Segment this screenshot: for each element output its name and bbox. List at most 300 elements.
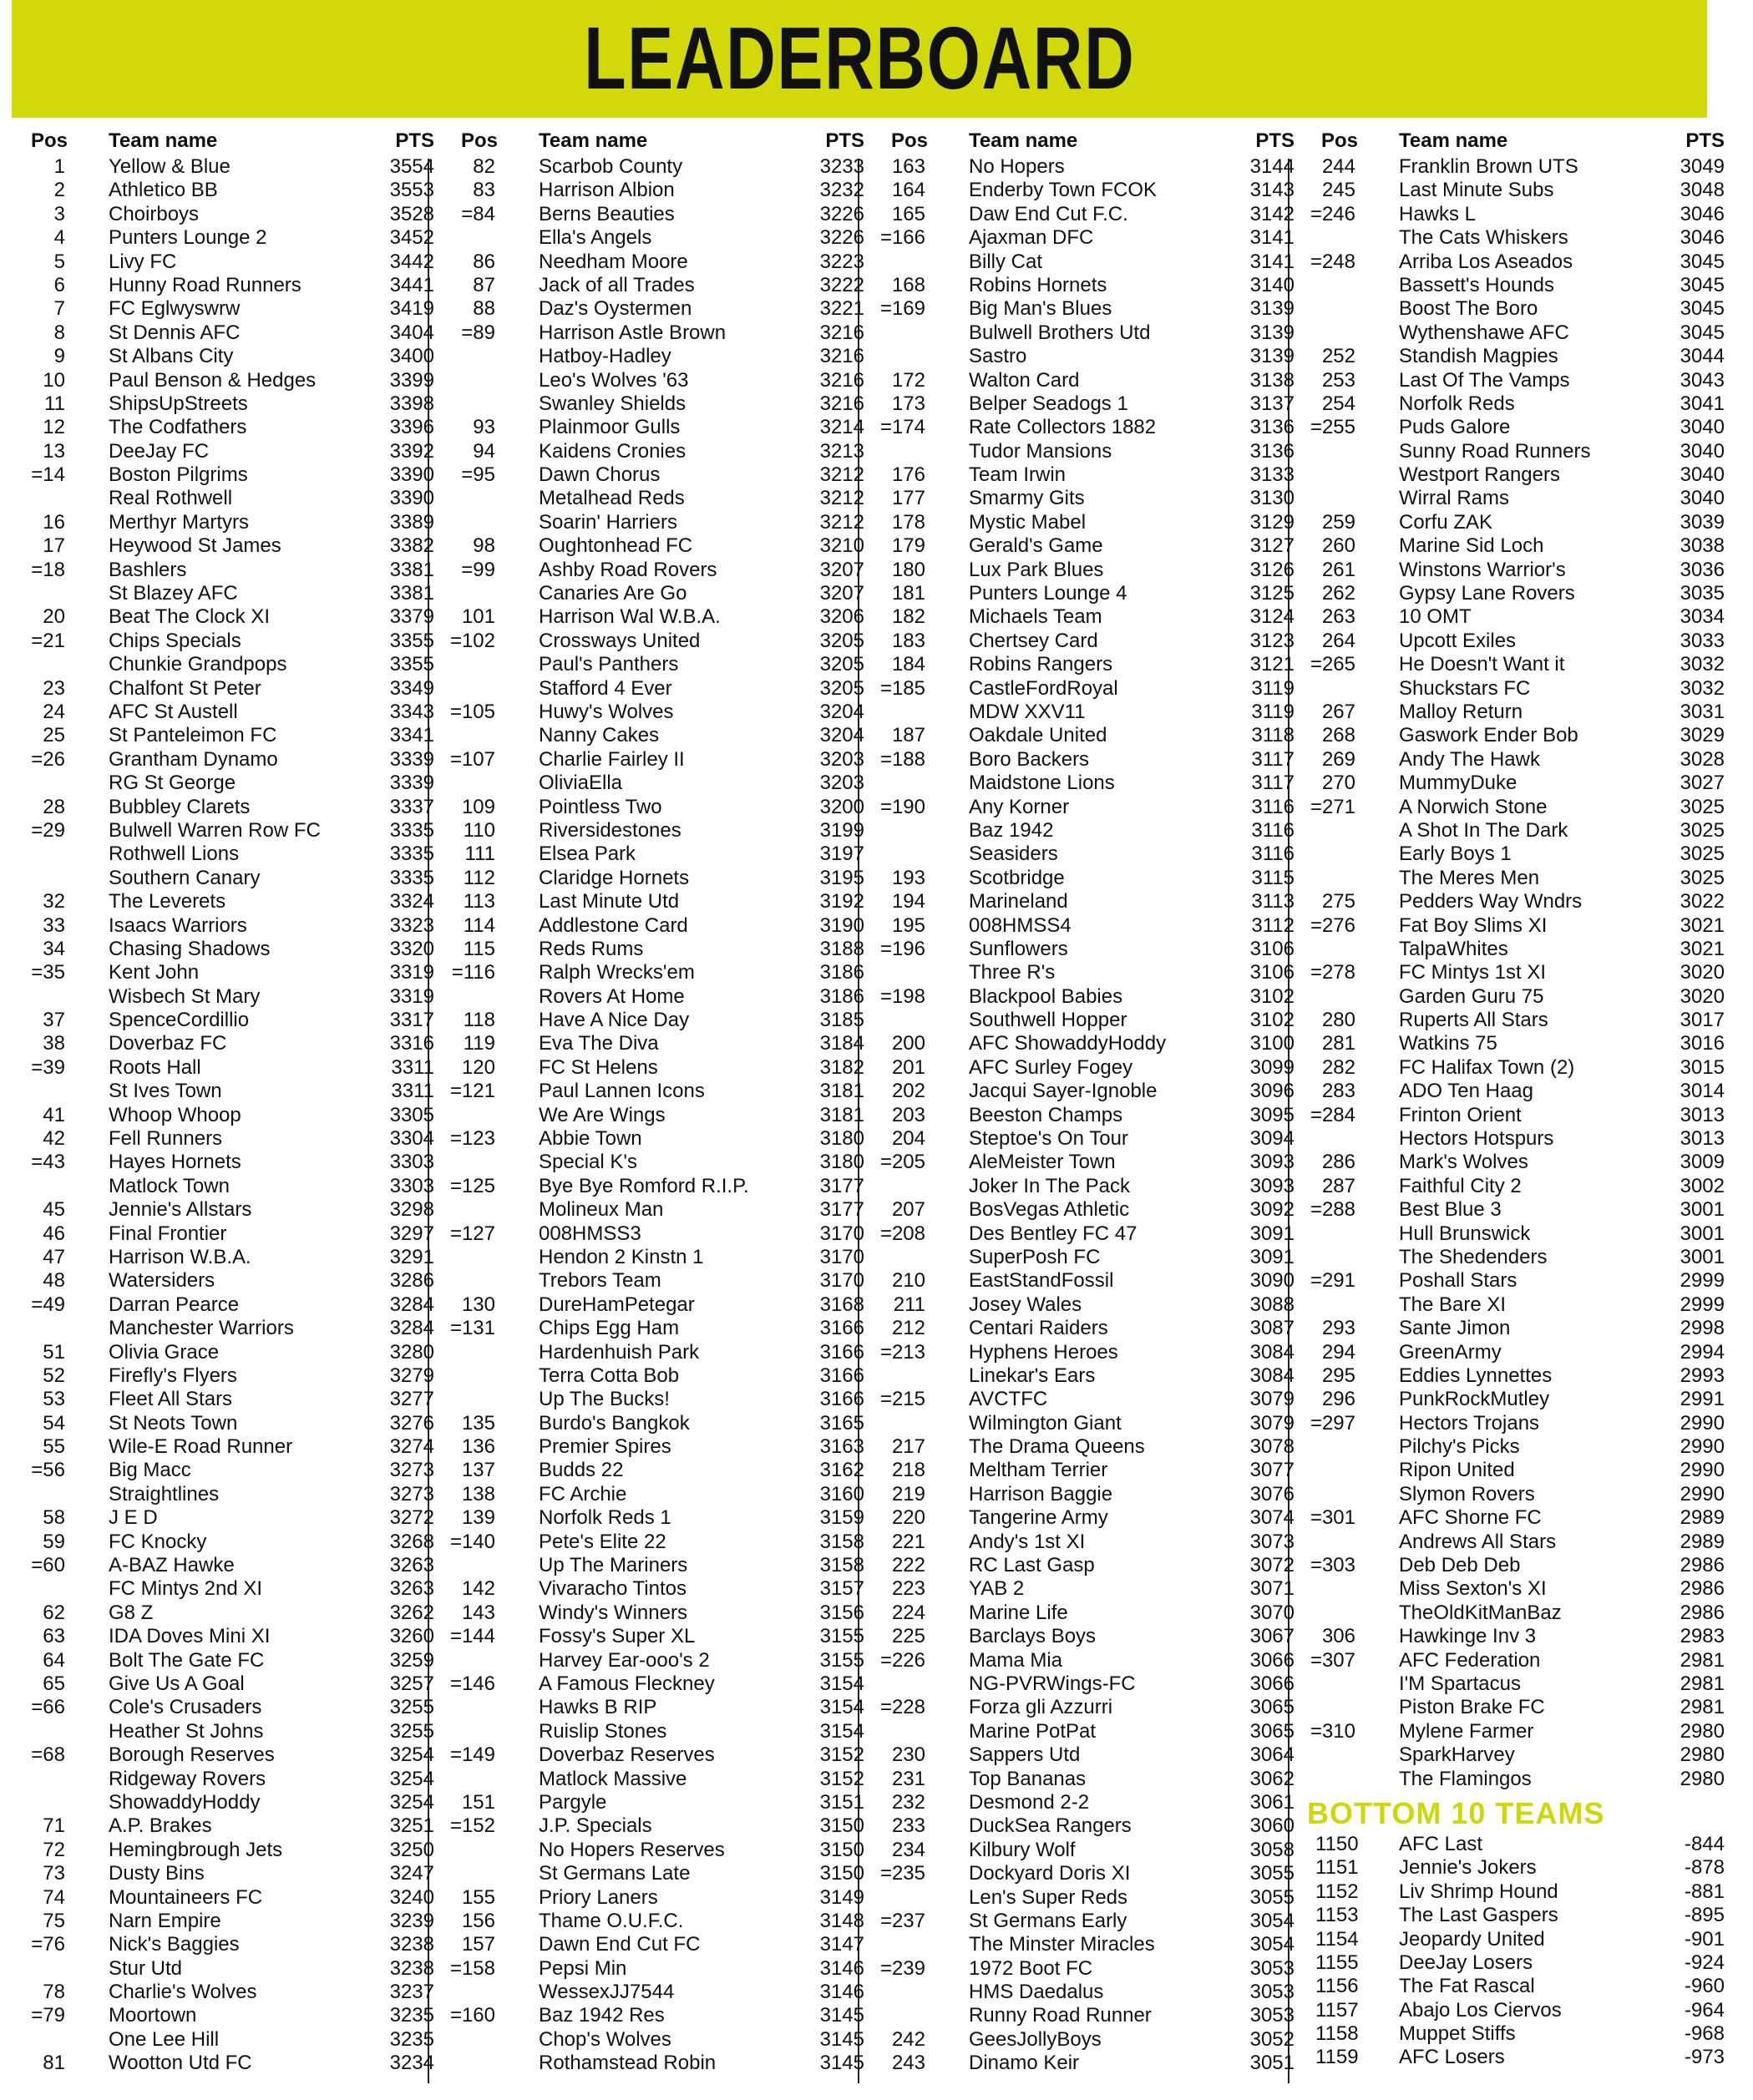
row-pos: 8 [53,321,65,344]
row-team-name: Chasing Shadows [109,937,271,960]
table-row [17,2028,434,2052]
table-row [877,938,1294,961]
row-team-name: Up The Bucks! [539,1388,670,1411]
row-team-name: Marine Sid Loch [1399,534,1544,558]
row-team-name: Fleet All Stars [109,1388,233,1411]
row-team-name: Corfu ZAK [1399,510,1493,534]
row-pos: 195 [891,913,925,937]
row-pos: =235 [879,1862,925,1885]
row-pos: 63 [43,1625,65,1648]
table-row [877,1341,1294,1364]
row-team-name: Whoop Whoop [109,1103,241,1126]
row-team-name: Matlock Town [109,1174,230,1197]
table-row [1307,1672,1725,1696]
row-team-name: FC Archie [539,1482,627,1505]
row-team-name: Chalfont St Peter [109,676,261,700]
row-team-name: Poshall Stars [1399,1269,1517,1293]
bottom-table-row [1307,1833,1725,1856]
row-pos: 200 [891,1032,925,1055]
table-row [877,819,1294,843]
table-row [447,1625,864,1648]
row-team-name: Riversidestones [539,818,681,842]
row-team-name: Hull Brunswick [1399,1222,1531,1245]
row-pos: 178 [891,510,925,534]
table-header [17,127,434,155]
row-pos: 253 [1321,368,1355,392]
row-team-name: FC Knocky [109,1530,207,1553]
table-row [877,345,1294,368]
row-pos: =140 [449,1530,495,1553]
table-row [1307,345,1725,368]
leaderboard-column-3 [877,127,1294,2076]
row-team-name: Robins Rangers [969,653,1113,676]
row-pts: 3093 [1249,1174,1294,1197]
row-pts: 3259 [389,1648,434,1672]
row-pts: 3180 [819,1127,864,1151]
row-team-name: Desmond 2-2 [969,1790,1090,1814]
table-row [447,534,864,558]
row-pts: 3160 [819,1482,864,1505]
row-pos: 101 [461,605,495,629]
row-pos: 87 [473,273,495,296]
row-pts: 3088 [1249,1293,1294,1316]
row-team-name: Roots Hall [109,1055,201,1079]
row-team-name: Real Rothwell [109,487,233,510]
table-row [447,1032,864,1055]
row-team-name: Premier Spires [539,1435,671,1459]
row-pts: 3226 [819,226,864,250]
row-pts: 3001 [1680,1198,1725,1222]
table-row [17,1768,434,1791]
row-pts: 3152 [819,1767,864,1790]
bottom-table-row [1307,2022,1725,2046]
row-pos: 193 [891,866,925,889]
row-pts: 3045 [1680,250,1725,273]
row-team-name: Claridge Hornets [539,866,690,889]
table-row [877,1435,1294,1459]
table-row [1307,534,1725,558]
row-team-name: Daz's Oystermen [539,297,692,321]
row-team-name: No Hopers [969,155,1065,178]
row-pos: 38 [43,1032,65,1055]
table-row [1307,440,1725,463]
row-pts: 3343 [389,700,434,723]
table-row [447,1886,864,1910]
row-team-name: Choirboys [109,202,200,225]
row-pts: 3076 [1249,1482,1294,1505]
row-pts: 3239 [389,1909,434,1932]
row-pts: 3079 [1249,1411,1294,1435]
table-row [447,938,864,961]
row-team-name: Gaswork Ender Bob [1399,724,1578,747]
row-pts: 3106 [1249,961,1294,984]
row-pos: =89 [461,321,495,344]
row-pts: 3093 [1249,1151,1294,1174]
row-pos: 1159 [1315,2046,1359,2069]
row-pts: 3038 [1680,534,1725,558]
row-pos: 5 [53,250,65,273]
row-pos: 211 [893,1293,925,1316]
row-pts: -924 [1684,1951,1725,1974]
bottom-table-row [1307,1951,1725,1975]
row-pts: 3017 [1680,1009,1725,1032]
row-pos: 82 [473,155,495,178]
row-pts: 3206 [819,605,864,629]
row-team-name: St Dennis AFC [109,321,241,344]
row-pos: =21 [31,629,65,652]
row-pos: 13 [43,439,65,463]
table-row [17,1531,434,1554]
row-pos: =166 [879,226,925,250]
row-pts: 3284 [389,1317,434,1340]
table-row [1307,867,1725,890]
table-row [1307,630,1725,653]
row-team-name: Dawn End Cut FC [539,1933,701,1956]
table-row [447,1743,864,1767]
row-pos: =185 [879,676,925,700]
table-row [877,1080,1294,1103]
row-pos: 156 [461,1909,495,1932]
row-team-name: Hawks L [1399,202,1477,225]
row-pts: 3027 [1680,772,1725,795]
table-row [877,534,1294,558]
table-row [17,701,434,724]
row-pts: 3355 [389,629,434,652]
row-team-name: Seasiders [969,843,1058,866]
row-pts: 3148 [819,1909,864,1932]
table-row [447,701,864,724]
row-pos: 71 [43,1814,65,1838]
row-team-name: Harvey Ear-ooo's 2 [539,1648,710,1672]
row-team-name: DeeJay FC [109,439,210,463]
row-team-name: Rate Collectors 1882 [969,416,1157,439]
row-team-name: Last Minute Subs [1399,179,1554,202]
row-pts: 3118 [1251,724,1294,747]
row-pos: =248 [1310,250,1355,273]
table-row [17,1222,434,1246]
row-team-name: 10 OMT [1399,605,1472,629]
row-pts: 3119 [1251,676,1294,700]
row-pts: 3150 [819,1814,864,1838]
row-pts: 3390 [389,487,434,510]
table-row [1307,179,1725,202]
row-team-name: Thame O.U.F.C. [539,1909,684,1932]
row-team-name: MDW XXV11 [969,700,1086,723]
table-row [17,1791,434,1814]
table-row [447,203,864,226]
table-row [877,1577,1294,1601]
row-pts: 3277 [389,1388,434,1411]
row-pts: 3084 [1249,1364,1294,1387]
row-pos: 1156 [1315,1975,1359,1998]
row-pos: 262 [1321,582,1355,605]
row-pts: 3280 [389,1340,434,1364]
row-pts: 2986 [1680,1554,1725,1577]
row-pts: 3221 [819,297,864,321]
row-team-name: St Neots Town [109,1411,238,1435]
table-row [17,1246,434,1269]
header-pos: Pos [890,129,928,152]
table-row [447,677,864,701]
row-pos: 1151 [1315,1856,1359,1880]
row-team-name: The Shedenders [1399,1245,1548,1268]
row-team-name: Bashlers [109,558,187,581]
table-row [17,1981,434,2004]
row-pos: 16 [43,510,65,534]
leaderboard-column-1 [17,127,434,2076]
table-row [17,1483,434,1506]
row-pts: 3046 [1680,226,1725,250]
table-row [17,1696,434,1719]
table-row [1307,1506,1725,1530]
row-pts: 3419 [389,297,434,321]
row-team-name: Wirral Rams [1399,487,1509,510]
table-row [877,630,1294,653]
row-team-name: Standish Magpies [1399,345,1558,368]
row-team-name: Soarin' Harriers [539,510,677,534]
row-team-name: Joker In The Pack [969,1174,1130,1197]
row-pts: 3204 [819,700,864,723]
table-row [1307,890,1725,913]
row-pts: -964 [1684,1998,1725,2022]
table-row [447,914,864,938]
row-pts: 3078 [1249,1435,1294,1459]
row-pos: =278 [1310,961,1355,984]
row-pts: 3141 [1249,226,1294,250]
table-row [1307,701,1725,724]
row-pos: 222 [891,1554,925,1577]
row-pos: 218 [891,1459,925,1482]
table-row [1307,796,1725,819]
row-team-name: Mark's Wolves [1399,1151,1528,1174]
table-row [1307,582,1725,605]
table-row [877,1459,1294,1482]
row-pos: =307 [1310,1648,1355,1672]
row-team-name: Bye Bye Romford R.I.P. [539,1174,749,1197]
row-pts: 3205 [819,629,864,652]
row-pos: 1 [53,155,65,178]
row-team-name: Hectors Hotspurs [1399,1127,1554,1151]
table-row [17,534,434,558]
table-row [1307,1625,1725,1648]
row-team-name: Isaacs Warriors [109,913,247,937]
row-team-name: Charlie's Wolves [109,1981,257,2004]
row-team-name: Windy's Winners [539,1601,687,1624]
row-team-name: Walton Card [969,368,1080,392]
row-team-name: Abbie Town [539,1127,642,1151]
row-team-name: Have A Nice Day [539,1009,690,1032]
table-row [877,796,1294,819]
table-row [877,1032,1294,1055]
row-pts: 3272 [389,1506,434,1530]
row-pts: 3139 [1249,345,1294,368]
row-pts: 3254 [389,1743,434,1767]
row-pos: 74 [43,1885,65,1909]
row-pos: 270 [1321,772,1355,795]
row-pos: =246 [1310,202,1355,225]
row-team-name: Vivaracho Tintos [539,1577,687,1601]
row-pts: 3154 [819,1672,864,1695]
row-team-name: Gypsy Lane Rovers [1399,582,1575,605]
row-pos: 32 [43,890,65,913]
table-row [17,1554,434,1577]
table-row [1307,1720,1725,1743]
row-pts: 3067 [1249,1625,1294,1648]
table-row [877,511,1294,534]
row-pts: 3123 [1249,629,1294,652]
row-pts: -901 [1684,1927,1725,1951]
row-pos: 275 [1321,890,1355,913]
table-row [447,1768,864,1791]
table-row [17,179,434,202]
row-pos: =190 [879,795,925,818]
table-row [17,1293,434,1317]
row-pts: 3015 [1680,1055,1725,1079]
row-team-name: AFC Shorne FC [1399,1506,1542,1530]
table-row [17,1743,434,1767]
row-team-name: Boston Pilgrims [109,463,248,487]
row-pts: 3102 [1249,984,1294,1008]
table-row [1307,1080,1725,1103]
row-team-name: St Panteleimon FC [109,724,277,747]
row-pos: 242 [891,2027,925,2051]
row-pts: 3124 [1249,605,1294,629]
row-team-name: GreenArmy [1399,1340,1502,1364]
row-pts: 3127 [1249,534,1294,558]
table-row [1307,1602,1725,1625]
table-row [447,1910,864,1933]
row-pts: 3335 [389,818,434,842]
table-row [1307,1577,1725,1601]
row-pts: 3039 [1680,510,1725,534]
table-row [17,511,434,534]
row-pts: 2990 [1680,1435,1725,1459]
row-team-name: The Drama Queens [969,1435,1145,1459]
row-pos: 111 [464,843,495,866]
row-pts: 3013 [1680,1103,1725,1126]
row-pos: =188 [879,747,925,771]
row-pts: 3032 [1680,653,1725,676]
row-team-name: Len's Super Reds [969,1885,1128,1909]
table-row [877,843,1294,866]
table-row [447,1412,864,1435]
row-pts: 3155 [819,1625,864,1648]
table-row [1307,1104,1725,1127]
row-pos: 231 [891,1767,925,1790]
table-row [17,1364,434,1388]
row-pos: 180 [891,558,925,581]
row-pos: 34 [43,937,65,960]
table-row [447,1672,864,1696]
row-team-name: Charlie Fairley II [539,747,685,771]
row-team-name: Punters Lounge 2 [109,226,267,250]
row-pts: 3316 [389,1032,434,1055]
row-pts: 3184 [819,1032,864,1055]
row-team-name: Nanny Cakes [539,724,660,747]
table-row [447,1341,864,1364]
row-pts: 2980 [1680,1719,1725,1743]
row-team-name: Andy The Hawk [1399,747,1540,771]
table-row [877,487,1294,510]
row-pts: 3182 [819,1055,864,1079]
row-pts: 3115 [1251,866,1294,889]
row-pos: 28 [43,795,65,818]
row-pts: 3126 [1249,558,1294,581]
row-pos: 1153 [1315,1904,1359,1927]
row-pos: =237 [879,1909,925,1932]
row-pos: 54 [43,1411,65,1435]
row-pos: =66 [31,1696,65,1719]
row-pts: 3102 [1249,1009,1294,1032]
row-pts: 3399 [389,368,434,392]
row-pts: 3303 [389,1151,434,1174]
row-pos: 155 [461,1885,495,1909]
row-team-name: Metalhead Reds [539,487,685,510]
row-pts: 3149 [819,1885,864,1909]
row-pos: 224 [891,1601,925,1624]
row-team-name: 1972 Boot FC [969,1956,1093,1980]
row-pos: 120 [461,1055,495,1079]
row-team-name: Hawks B RIP [539,1696,657,1719]
row-team-name: Wile-E Road Runner [109,1435,293,1459]
row-pos: 252 [1321,345,1355,368]
row-team-name: PunkRockMutley [1399,1388,1550,1411]
row-pts: 3216 [819,368,864,392]
table-row [877,1531,1294,1554]
row-pos: =84 [461,202,495,225]
row-team-name: Priory Laners [539,1885,658,1909]
row-team-name: Chertsey Card [969,629,1098,652]
row-team-name: Wisbech St Mary [109,984,261,1008]
table-row [1307,985,1725,1009]
table-row [877,701,1294,724]
table-row [877,1554,1294,1577]
row-pts: 3212 [819,510,864,534]
row-pos: 184 [891,653,925,676]
row-pts: 2991 [1680,1388,1725,1411]
row-team-name: SpenceCordillio [109,1009,250,1032]
row-pts: 3117 [1251,772,1294,795]
table-row [17,487,434,510]
row-pts: 3223 [819,250,864,273]
row-pos: 86 [473,250,495,273]
row-pos: =76 [31,1933,65,1956]
row-team-name: Pepsi Min [539,1956,627,1980]
bottom-table-row [1307,1928,1725,1951]
row-team-name: Liv Shrimp Hound [1399,1880,1558,1903]
row-pts: 3381 [389,558,434,581]
row-team-name: Ridgeway Rovers [109,1767,266,1790]
table-row [447,1577,864,1601]
row-pos: =303 [1310,1554,1355,1577]
table-row [447,250,864,274]
row-team-name: Crossways United [539,629,701,652]
row-team-name: One Lee Hill [109,2027,220,2051]
row-pts: 3090 [1249,1269,1294,1293]
table-row [447,1839,864,1862]
row-pos: 165 [891,202,925,225]
row-pos: 201 [891,1055,925,1079]
row-pts: 3250 [389,1838,434,1861]
row-team-name: Jacqui Sayer-Ignoble [969,1080,1158,1103]
table-row [17,1886,434,1910]
table-row [447,867,864,890]
table-row [447,487,864,510]
table-row [17,914,434,938]
table-row [877,1957,1294,1981]
row-team-name: Final Frontier [109,1222,227,1245]
row-pos: 219 [891,1482,925,1505]
